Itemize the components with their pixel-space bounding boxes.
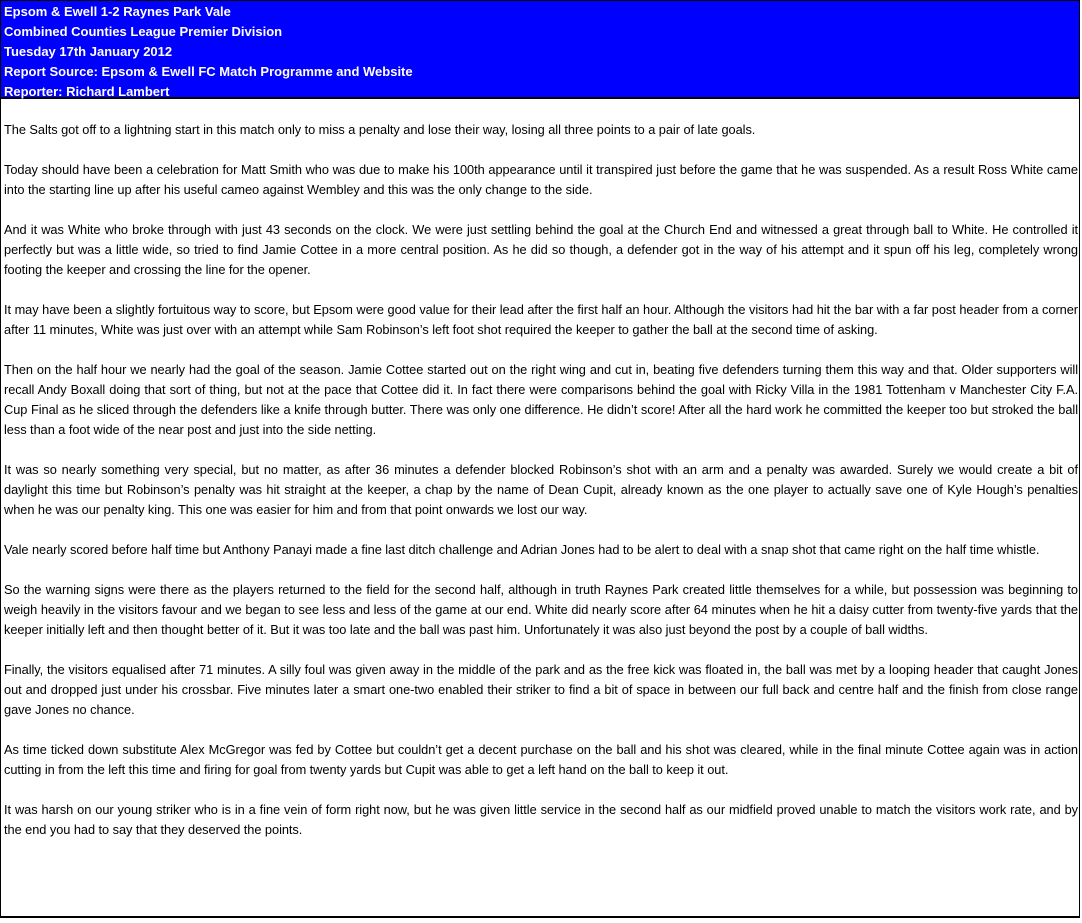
report-body: [1, 99, 1079, 840]
report-paragraph: And it was White who broke through with just 43 seconds on the clock. We were just settling behind the goal at the Church End and witnessed a great through ball to White. He controlled it perfectly but was a little wide, so tried to find Jamie Cottee in a more central position. As he did so though, a defender got in the way of his attempt and it spun off his leg, completely wrong footing the keeper and crossing the line for the opener.: [4, 222, 1078, 277]
report-paragraph: The Salts got off to a lightning start in this match only to miss a penalty and lose their way, losing all three points to a pair of late goals.: [4, 122, 756, 137]
report-paragraph: It was so nearly something very special, but no matter, as after 36 minutes a defender blocked Robinson’s shot with an arm and a penalty was awarded. Surely we would create a bit of daylight this time but Robinson’s penalty was hit straight at the keeper, a chap by the name of Dean Cupit, already known as the one player to actually save one of Kyle Hough’s penalties when he was our penalty king. This one was easier for him and from that point onwards we lost our way.: [4, 462, 1078, 517]
report-paragraph: Finally, the visitors equalised after 71 minutes. A silly foul was given away in the middle of the park and as the free kick was floated in, the ball was met by a looping header that caught Jones out and dropped just under his crossbar. Five minutes later a smart one-two enabled their striker to find a bit of space in between our full back and centre half and the finish from close range gave Jones no chance.: [4, 662, 1078, 717]
report-paragraph: It was harsh on our young striker who is in a fine vein of form right now, but he was given little service in the second half as our midfield proved unable to match the visitors work rate, and by the end you had to say that they deserved the points.: [4, 802, 1078, 837]
report-paragraph: Then on the half hour we nearly had the goal of the season. Jamie Cottee started out on the right wing and cut in, beating five defenders turning them this way and that. Older supporters will recall Andy Boxall doing that sort of thing, but not at the pace that Cottee did it. In fact there were comparisons behind the goal with Ricky Villa in the 1981 Tottenham v Manchester City F.A. Cup Final as he sliced through the defenders like a knife through butter. There was only one difference. He didn’t score! After all the hard work he committed the keeper too but stroked the ball less than a foot wide of the near post and just into the side netting.: [4, 362, 1078, 437]
match-date: Tuesday 17th January 2012: [4, 44, 173, 59]
report-paragraph: Vale nearly scored before half time but Anthony Panayi made a fine last ditch challenge and Adrian Jones had to be alert to deal with a snap shot that came right on the half time whistle.: [4, 542, 1040, 557]
report-paragraph: Today should have been a celebration for Matt Smith who was due to make his 100th appearance until it transpired just before the game that he was suspended. As a result Ross White came into the starting line up after his useful cameo against Wembley and this was the only change to the side.: [4, 162, 1078, 197]
competition-name: Combined Counties League Premier Division: [4, 24, 283, 39]
report-paragraph: As time ticked down substitute Alex McGregor was fed by Cottee but couldn’t get a decent purchase on the ball and his shot was cleared, while in the final minute Cottee again was in action cutting in from the left this time and firing for goal from twenty yards but Cupit was able to get a left hand on the ball to keep it out.: [4, 742, 1078, 777]
report-paragraph: So the warning signs were there as the players returned to the field for the second half, although in truth Raynes Park created little themselves for a while, but possession was beginning to weigh heavily in the visitors favour and we began to see less and less of the game at our end. White did nearly score after 64 minutes when he hit a daisy cutter from twenty-five yards that the keeper initially left and then thought better of it. But it was too late and the ball was past him. Unfortunately it was also just beyond the post by a couple of ball widths.: [4, 582, 1078, 637]
reporter-name: Reporter: Richard Lambert: [4, 84, 170, 99]
match-result: Epsom & Ewell 1-2 Raynes Park Vale: [4, 4, 231, 19]
report-paragraph: It may have been a slightly fortuitous way to score, but Epsom were good value for their lead after the first half an hour. Although the visitors had hit the bar with a far post header from a corner after 11 minutes, White was just over with an attempt while Sam Robinson’s left foot shot required the keeper to gather the ball at the second time of asking.: [4, 302, 1078, 337]
report-source: Report Source: Epsom & Ewell FC Match Programme and Website: [4, 64, 413, 79]
report-header: [1, 1, 1079, 99]
